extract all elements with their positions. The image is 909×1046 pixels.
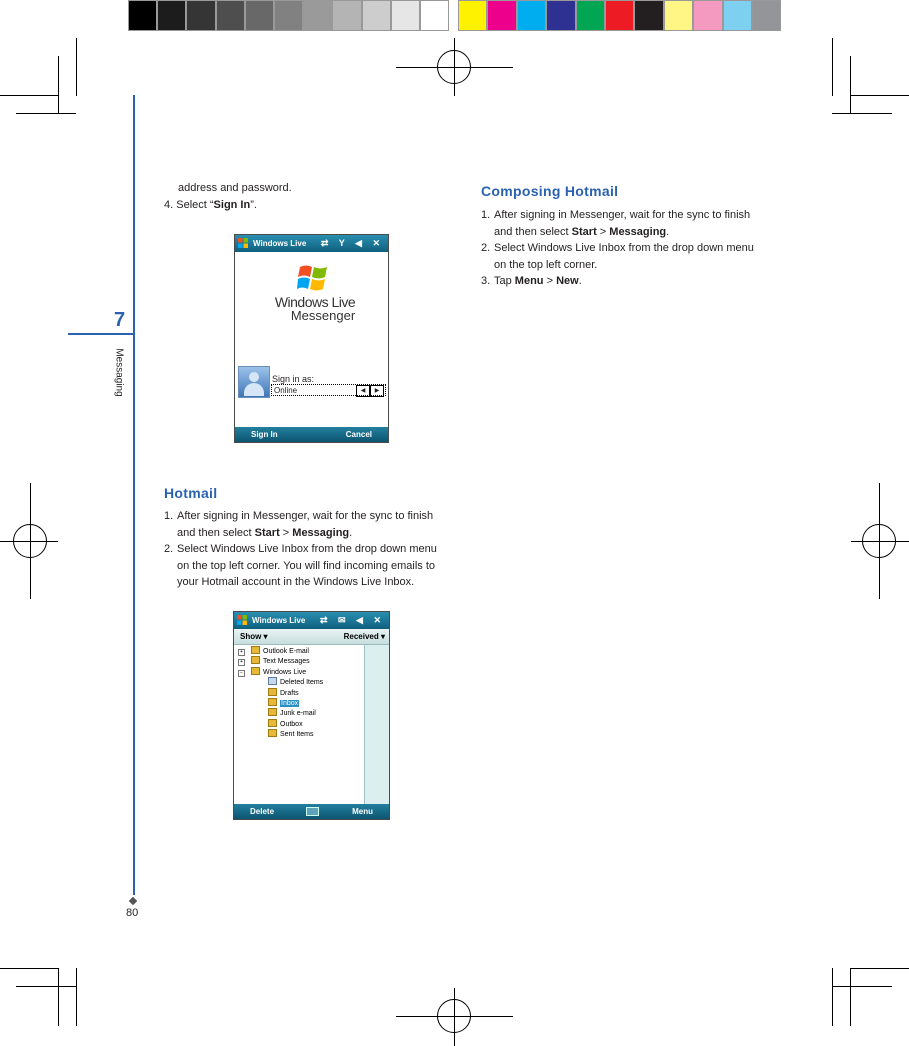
composing-hotmail-heading: Composing Hotmail (481, 183, 619, 199)
composing-step-1 (481, 207, 791, 240)
period: . (578, 275, 582, 287)
start-label: Start (254, 526, 280, 539)
drafts-icon (268, 688, 277, 696)
step-number: 2. (481, 242, 491, 254)
folder-icon (251, 656, 260, 664)
menu-row (234, 629, 389, 645)
period: . (349, 526, 353, 539)
step-number: 1. (481, 209, 491, 221)
folder-icon (251, 646, 260, 654)
greyscale-swatch (216, 0, 245, 31)
step-number: 4. (164, 199, 174, 211)
step-line (494, 224, 791, 241)
windows-logo-icon (297, 263, 331, 293)
soft-key-bar (235, 427, 388, 442)
folder-row[interactable] (238, 646, 323, 656)
messaging-label: Messaging (609, 225, 667, 238)
step-4 (164, 197, 257, 214)
step-number: 3. (481, 275, 491, 287)
soft-key-bar (234, 804, 389, 819)
hotmail-step-2 (164, 541, 464, 591)
folder-tree (238, 646, 323, 740)
greyscale-swatch (391, 0, 420, 31)
process-color-swatch (517, 0, 546, 31)
expand-icon[interactable]: + (238, 649, 245, 656)
new-label: New (556, 275, 579, 287)
title-bar (234, 612, 389, 629)
greyscale-swatch (332, 0, 361, 31)
windows-start-icon (237, 615, 247, 625)
cancel-soft-key[interactable]: Cancel (345, 430, 372, 439)
windows-start-icon (238, 238, 248, 248)
folder-label: Junk e-mail (280, 710, 316, 718)
received-menu[interactable]: Received ▾ (343, 632, 385, 641)
folder-row[interactable] (238, 667, 323, 677)
folder-row[interactable] (238, 677, 323, 687)
screen-title: Windows Live (253, 239, 307, 248)
folder-label: Outbox (280, 720, 303, 728)
hotmail-heading: Hotmail (164, 485, 218, 501)
step-line-prefix: and then select (494, 225, 572, 238)
status-select[interactable] (271, 384, 386, 396)
period: . (666, 225, 670, 238)
show-menu[interactable]: Show ▾ (240, 632, 268, 641)
scrollbar[interactable] (364, 645, 389, 804)
step-line-prefix: Tap (494, 275, 515, 287)
status-icons: ⇄ ✉ ◀ ✕ (319, 615, 385, 625)
folder-label: Windows Live (263, 668, 307, 676)
greyscale-swatch (157, 0, 186, 31)
greyscale-swatch (245, 0, 274, 31)
sent-items-icon (268, 729, 277, 737)
greyscale-swatch (274, 0, 303, 31)
greyscale-swatch (186, 0, 215, 31)
menu-label: Menu (514, 275, 544, 287)
greyscale-swatch (303, 0, 332, 31)
collapse-icon[interactable]: − (238, 670, 245, 677)
step-line (494, 273, 791, 290)
menu-soft-key[interactable]: Menu (352, 807, 373, 816)
step-number: 2. (164, 543, 174, 555)
status-value: Online (274, 386, 298, 395)
separator: > (279, 526, 293, 539)
junk-icon (268, 708, 277, 716)
outbox-icon (268, 719, 277, 727)
screen-title: Windows Live (252, 616, 306, 625)
avatar[interactable] (238, 366, 270, 398)
folder-row[interactable] (238, 656, 323, 666)
process-color-swatch (723, 0, 752, 31)
folder-label: Deleted Items (280, 679, 324, 687)
process-color-swatch (576, 0, 605, 31)
composing-steps (481, 207, 791, 290)
folder-row[interactable] (238, 698, 323, 708)
composing-step-2 (481, 240, 791, 273)
folder-row[interactable] (238, 719, 323, 729)
separator: > (543, 275, 557, 287)
step-line: your Hotmail account in the Windows Live Inbox. (177, 576, 415, 588)
process-color-swatch (458, 0, 487, 31)
process-color-swatch (693, 0, 722, 31)
folder-label: Text Messages (263, 658, 310, 666)
status-next-arrow-icon[interactable]: ▶ (370, 385, 384, 397)
delete-soft-key[interactable]: Delete (250, 807, 275, 816)
sign-in-label: Sign In (213, 199, 251, 211)
deleted-items-icon (268, 677, 277, 685)
step-line: After signing in Messenger, wait for the sync to finish (177, 510, 434, 522)
windows-live-inbox-screenshot (233, 611, 390, 820)
title-bar (235, 235, 388, 252)
status-prev-arrow-icon[interactable]: ◀ (356, 385, 370, 397)
page-diamond-icon (129, 897, 137, 905)
process-color-swatch (605, 0, 634, 31)
process-color-swatch (752, 0, 781, 31)
inbox-icon (268, 698, 277, 706)
start-label: Start (571, 225, 597, 238)
intro-continuation: address and password. (178, 182, 292, 194)
process-color-swatch (546, 0, 575, 31)
sign-in-soft-key[interactable]: Sign In (251, 430, 278, 439)
logo-windows-live: Windows Live (274, 294, 356, 310)
logo-messenger: Messenger (290, 308, 356, 323)
step-number: 1. (164, 510, 174, 522)
expand-icon[interactable]: + (238, 659, 245, 666)
chapter-number: 7 (114, 309, 126, 331)
process-color-swatch (634, 0, 663, 31)
step-line: Select Windows Live Inbox from the drop down menu (177, 543, 437, 555)
keyboard-icon[interactable] (306, 807, 319, 816)
step-text-suffix: ”. (250, 199, 257, 211)
folder-label: Drafts (280, 689, 299, 697)
chapter-title: Messaging (113, 348, 125, 397)
page-number: 80 (126, 907, 139, 919)
step-line: on the top left corner. (494, 258, 598, 271)
hotmail-step-1 (164, 508, 464, 541)
hotmail-steps (164, 508, 464, 591)
status-icons: ⇄ Y ◀ ✕ (320, 238, 384, 248)
sidebar-vertical-rule (133, 95, 135, 895)
folder-label: Inbox (281, 699, 299, 707)
sign-in-as-label: Sign in as: (272, 374, 315, 384)
step-line: After signing in Messenger, wait for the sync to finish (494, 209, 751, 221)
process-color-swatch (487, 0, 516, 31)
composing-step-3 (481, 273, 791, 290)
greyscale-swatch (128, 0, 157, 31)
messenger-sign-in-screenshot (234, 234, 389, 443)
folder-row[interactable] (238, 729, 323, 739)
folder-label: Outlook E-mail (263, 648, 309, 655)
chapter-tab-rule (68, 333, 134, 335)
process-color-swatch (664, 0, 693, 31)
separator: > (596, 225, 610, 238)
step-line: on the top left corner. You will find incoming emails to (177, 559, 436, 572)
folder-row[interactable] (238, 708, 323, 718)
step-text-prefix: Select “ (176, 199, 214, 211)
folder-row[interactable] (238, 688, 323, 698)
step-line: Select Windows Live Inbox from the drop down menu (494, 242, 754, 254)
folder-icon (251, 667, 260, 675)
folder-label: Sent Items (280, 731, 314, 739)
messaging-label: Messaging (292, 526, 350, 539)
greyscale-swatch (420, 0, 449, 31)
step-line-prefix: and then select (177, 526, 255, 539)
step-line (177, 525, 464, 542)
greyscale-swatch (362, 0, 391, 31)
